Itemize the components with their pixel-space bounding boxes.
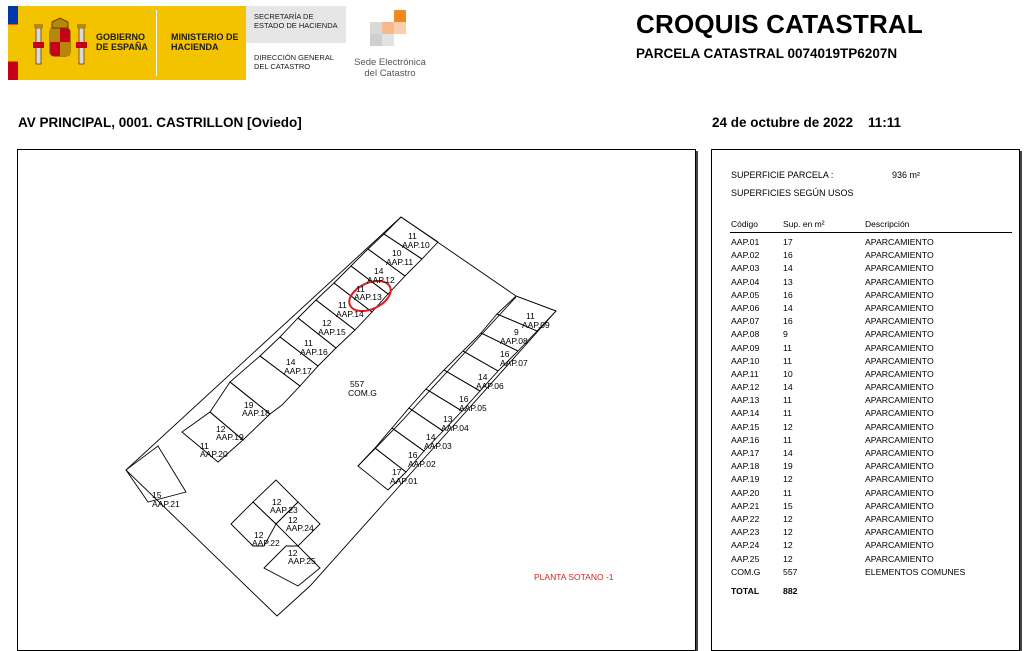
label-code: AAP.06: [476, 381, 504, 391]
cell-description: APARCAMIENTO: [865, 316, 934, 327]
label-code: AAP.05: [459, 403, 487, 413]
cell-description: ELEMENTOS COMUNES: [865, 566, 966, 577]
label-area: 557: [350, 379, 365, 389]
label-code: AAP.13: [354, 292, 382, 302]
label-area: 15: [152, 490, 162, 500]
label-code: COM.G: [348, 388, 377, 398]
label-area: 14: [426, 432, 436, 442]
table-row: [731, 355, 1011, 368]
label-area: 16: [459, 394, 469, 404]
label-area: 11: [200, 441, 209, 451]
cell-surface: 12: [783, 527, 793, 538]
surfaces-panel: [711, 149, 1020, 651]
label-code: AAP.01: [390, 476, 418, 486]
cell-code: AAP.24: [731, 540, 760, 551]
label-code: AAP.07: [500, 358, 528, 368]
label-area: 11: [356, 284, 365, 294]
label-code: AAP.04: [441, 423, 469, 433]
cell-surface: 19: [783, 461, 793, 472]
cell-description: APARCAMIENTO: [865, 408, 934, 419]
cell-surface: 14: [783, 382, 793, 393]
divider: [156, 10, 157, 76]
table-row: [731, 487, 1011, 500]
label-area: 14: [478, 372, 488, 382]
uses-heading: SUPERFICIES SEGÚN USOS: [731, 188, 854, 198]
table-row: [731, 394, 1011, 407]
cell-surface: 12: [783, 474, 793, 485]
cell-code: AAP.04: [731, 276, 760, 287]
label-area: 11: [304, 338, 313, 348]
cell-code: AAP.06: [731, 302, 760, 313]
label-code: AAP.16: [300, 347, 328, 357]
cell-description: APARCAMIENTO: [865, 461, 934, 472]
cell-surface: 12: [783, 513, 793, 524]
coat-of-arms-icon: [30, 16, 90, 74]
table-row: [731, 553, 1011, 566]
label-area: 9: [514, 327, 519, 337]
label-code: AAP.11: [386, 257, 414, 267]
label-area: 14: [374, 266, 384, 276]
label-area: 13: [443, 414, 453, 424]
cell-description: APARCAMIENTO: [865, 395, 934, 406]
cell-surface: 557: [783, 566, 798, 577]
cell-surface: 16: [783, 316, 793, 327]
label-area: 12: [272, 497, 282, 507]
cell-surface: 15: [783, 500, 793, 511]
col-header-description: Descripción: [865, 219, 910, 229]
col-header-surface: Sup. en m²: [783, 219, 825, 229]
label-area: 16: [500, 349, 510, 359]
cell-surface: 12: [783, 553, 793, 564]
table-row: [731, 328, 1011, 341]
cell-description: APARCAMIENTO: [865, 434, 934, 445]
label-code: AAP.15: [318, 327, 346, 337]
label-area: 12: [288, 548, 298, 558]
cell-surface: 11: [783, 355, 793, 366]
cell-surface: 16: [783, 250, 793, 261]
document-title: CROQUIS CATASTRAL: [636, 9, 923, 39]
cell-surface: 17: [783, 237, 793, 247]
cell-description: APARCAMIENTO: [865, 382, 934, 393]
label-area: 10: [392, 248, 402, 258]
floor-label: PLANTA SOTANO -1: [534, 572, 614, 582]
label-code: AAP.14: [336, 309, 364, 319]
header-rule: [730, 232, 1012, 233]
label-code: AAP.22: [252, 538, 280, 548]
cell-description: APARCAMIENTO: [865, 276, 934, 287]
label-area: 11: [526, 311, 535, 321]
cell-description: APARCAMIENTO: [865, 355, 934, 366]
total-label: TOTAL: [731, 586, 760, 596]
label-code: AAP.09: [522, 320, 550, 330]
cell-description: APARCAMIENTO: [865, 342, 934, 353]
label-area: 16: [408, 450, 418, 460]
cell-description: APARCAMIENTO: [865, 302, 934, 313]
cell-code: AAP.10: [731, 355, 760, 366]
cell-code: AAP.19: [731, 474, 760, 485]
cell-description: APARCAMIENTO: [865, 527, 934, 538]
cell-code: AAP.01: [731, 237, 760, 247]
cell-code: COM.G: [731, 566, 761, 577]
table-row: [731, 566, 1011, 579]
table-row: [731, 262, 1011, 275]
label-area: 12: [322, 318, 332, 328]
label-code: AAP.24: [286, 523, 314, 533]
cell-code: AAP.25: [731, 553, 760, 564]
parcel-surface-label: SUPERFICIE PARCELA :: [731, 170, 834, 180]
cell-code: AAP.17: [731, 448, 760, 458]
label-code: AAP.18: [242, 408, 270, 418]
cell-code: AAP.23: [731, 527, 760, 538]
table-row: [731, 236, 1011, 249]
cell-surface: 11: [783, 408, 793, 419]
cell-description: APARCAMIENTO: [865, 448, 934, 458]
parcel-reference: PARCELA CATASTRAL 0074019TP6207N: [636, 46, 898, 61]
cell-surface: 11: [783, 342, 793, 353]
cell-description: APARCAMIENTO: [865, 237, 934, 247]
parcel-surface-value: 936 m²: [892, 170, 921, 180]
label-area: 17: [392, 467, 402, 477]
floor-plan-drawing: [18, 150, 695, 640]
cell-surface: 11: [783, 434, 793, 445]
cell-code: AAP.15: [731, 421, 760, 432]
label-code: AAP.23: [270, 505, 298, 515]
cell-code: AAP.16: [731, 434, 760, 445]
issue-date: 24 de octubre de 2022: [712, 115, 854, 130]
cell-surface: 13: [783, 276, 793, 287]
building-outline: [126, 217, 556, 616]
table-row: [731, 249, 1011, 262]
label-code: AAP.19: [216, 432, 244, 442]
table-row: [731, 500, 1011, 513]
table-row: [731, 473, 1011, 486]
label-code: AAP.12: [367, 275, 395, 285]
cell-code: AAP.21: [731, 500, 760, 511]
cell-description: APARCAMIENTO: [865, 263, 934, 274]
cell-description: APARCAMIENTO: [865, 329, 934, 340]
table-row: [731, 513, 1011, 526]
label-area: 19: [244, 400, 254, 410]
issue-time: 11:11: [868, 115, 902, 130]
table-row: [731, 526, 1011, 539]
direccion-text: DIRECCIÓN GENERAL DEL CATASTRO: [254, 53, 334, 71]
label-code: AAP.03: [424, 441, 452, 451]
table-row: [731, 276, 1011, 289]
cell-surface: 14: [783, 263, 793, 274]
cell-surface: 14: [783, 302, 793, 313]
cell-surface: 10: [783, 368, 793, 379]
cell-code: AAP.08: [731, 329, 760, 340]
cell-code: AAP.20: [731, 487, 760, 498]
table-row: [731, 421, 1011, 434]
cell-surface: 14: [783, 448, 793, 458]
eu-flag: [8, 6, 18, 24]
label-area: 12: [288, 515, 298, 525]
cell-surface: 11: [783, 395, 793, 406]
cell-code: AAP.11: [731, 368, 759, 379]
table-row: [731, 368, 1011, 381]
label-code: AAP.21: [152, 499, 180, 509]
table-row: [731, 539, 1011, 552]
gobierno-logo: [8, 6, 246, 80]
table-row: [731, 381, 1011, 394]
label-code: AAP.17: [284, 366, 312, 376]
label-area: 12: [216, 424, 226, 434]
label-code: AAP.10: [402, 240, 430, 250]
table-row: [731, 460, 1011, 473]
secretaria-text: SECRETARÍA DE ESTADO DE HACIENDA: [254, 12, 338, 30]
cell-surface: 12: [783, 540, 793, 551]
label-code: AAP.25: [288, 556, 316, 566]
cell-code: AAP.02: [731, 250, 760, 261]
cell-code: AAP.12: [731, 382, 760, 393]
cell-description: APARCAMIENTO: [865, 513, 934, 524]
label-code: AAP.02: [408, 459, 436, 469]
cell-description: APARCAMIENTO: [865, 553, 934, 564]
cell-description: APARCAMIENTO: [865, 540, 934, 551]
cell-description: APARCAMIENTO: [865, 289, 934, 300]
cell-code: AAP.14: [731, 408, 760, 419]
table-row: [731, 447, 1011, 460]
property-address: AV PRINCIPAL, 0001. CASTRILLON [Oviedo]: [18, 115, 302, 130]
cell-description: APARCAMIENTO: [865, 421, 934, 432]
table-row: [731, 407, 1011, 420]
surfaces-table: [731, 236, 1011, 579]
cell-code: AAP.07: [731, 316, 760, 327]
cell-description: APARCAMIENTO: [865, 368, 934, 379]
cell-description: APARCAMIENTO: [865, 250, 934, 261]
floor-plan-panel: [17, 149, 696, 651]
cell-description: APARCAMIENTO: [865, 487, 934, 498]
cell-code: AAP.22: [731, 513, 760, 524]
cell-code: AAP.13: [731, 395, 760, 406]
label-area: 12: [254, 530, 264, 540]
cell-code: AAP.05: [731, 289, 760, 300]
total-value: 882: [783, 586, 798, 596]
table-row: [731, 342, 1011, 355]
cell-surface: 11: [783, 487, 793, 498]
label-code: AAP.20: [200, 449, 228, 459]
cell-code: AAP.03: [731, 263, 760, 274]
cell-surface: 16: [783, 289, 793, 300]
ministerio-text: MINISTERIO DE HACIENDA: [171, 32, 239, 52]
gobierno-text: GOBIERNO DE ESPAÑA: [96, 32, 148, 52]
cell-description: APARCAMIENTO: [865, 500, 934, 511]
cell-surface: 12: [783, 421, 793, 432]
table-row: [731, 289, 1011, 302]
cell-surface: 9: [783, 329, 788, 340]
table-row: [731, 315, 1011, 328]
label-code: AAP.08: [500, 336, 528, 346]
col-header-code: Código: [731, 219, 758, 229]
cell-description: APARCAMIENTO: [865, 474, 934, 485]
label-area: 11: [338, 300, 347, 310]
sede-logo-icon: [368, 10, 410, 52]
table-row: [731, 434, 1011, 447]
label-area: 11: [408, 231, 417, 241]
table-row: [731, 302, 1011, 315]
label-area: 14: [286, 357, 296, 367]
cell-code: AAP.09: [731, 342, 760, 353]
sede-text: Sede Electrónica del Catastro: [354, 57, 426, 79]
cell-code: AAP.18: [731, 461, 760, 472]
